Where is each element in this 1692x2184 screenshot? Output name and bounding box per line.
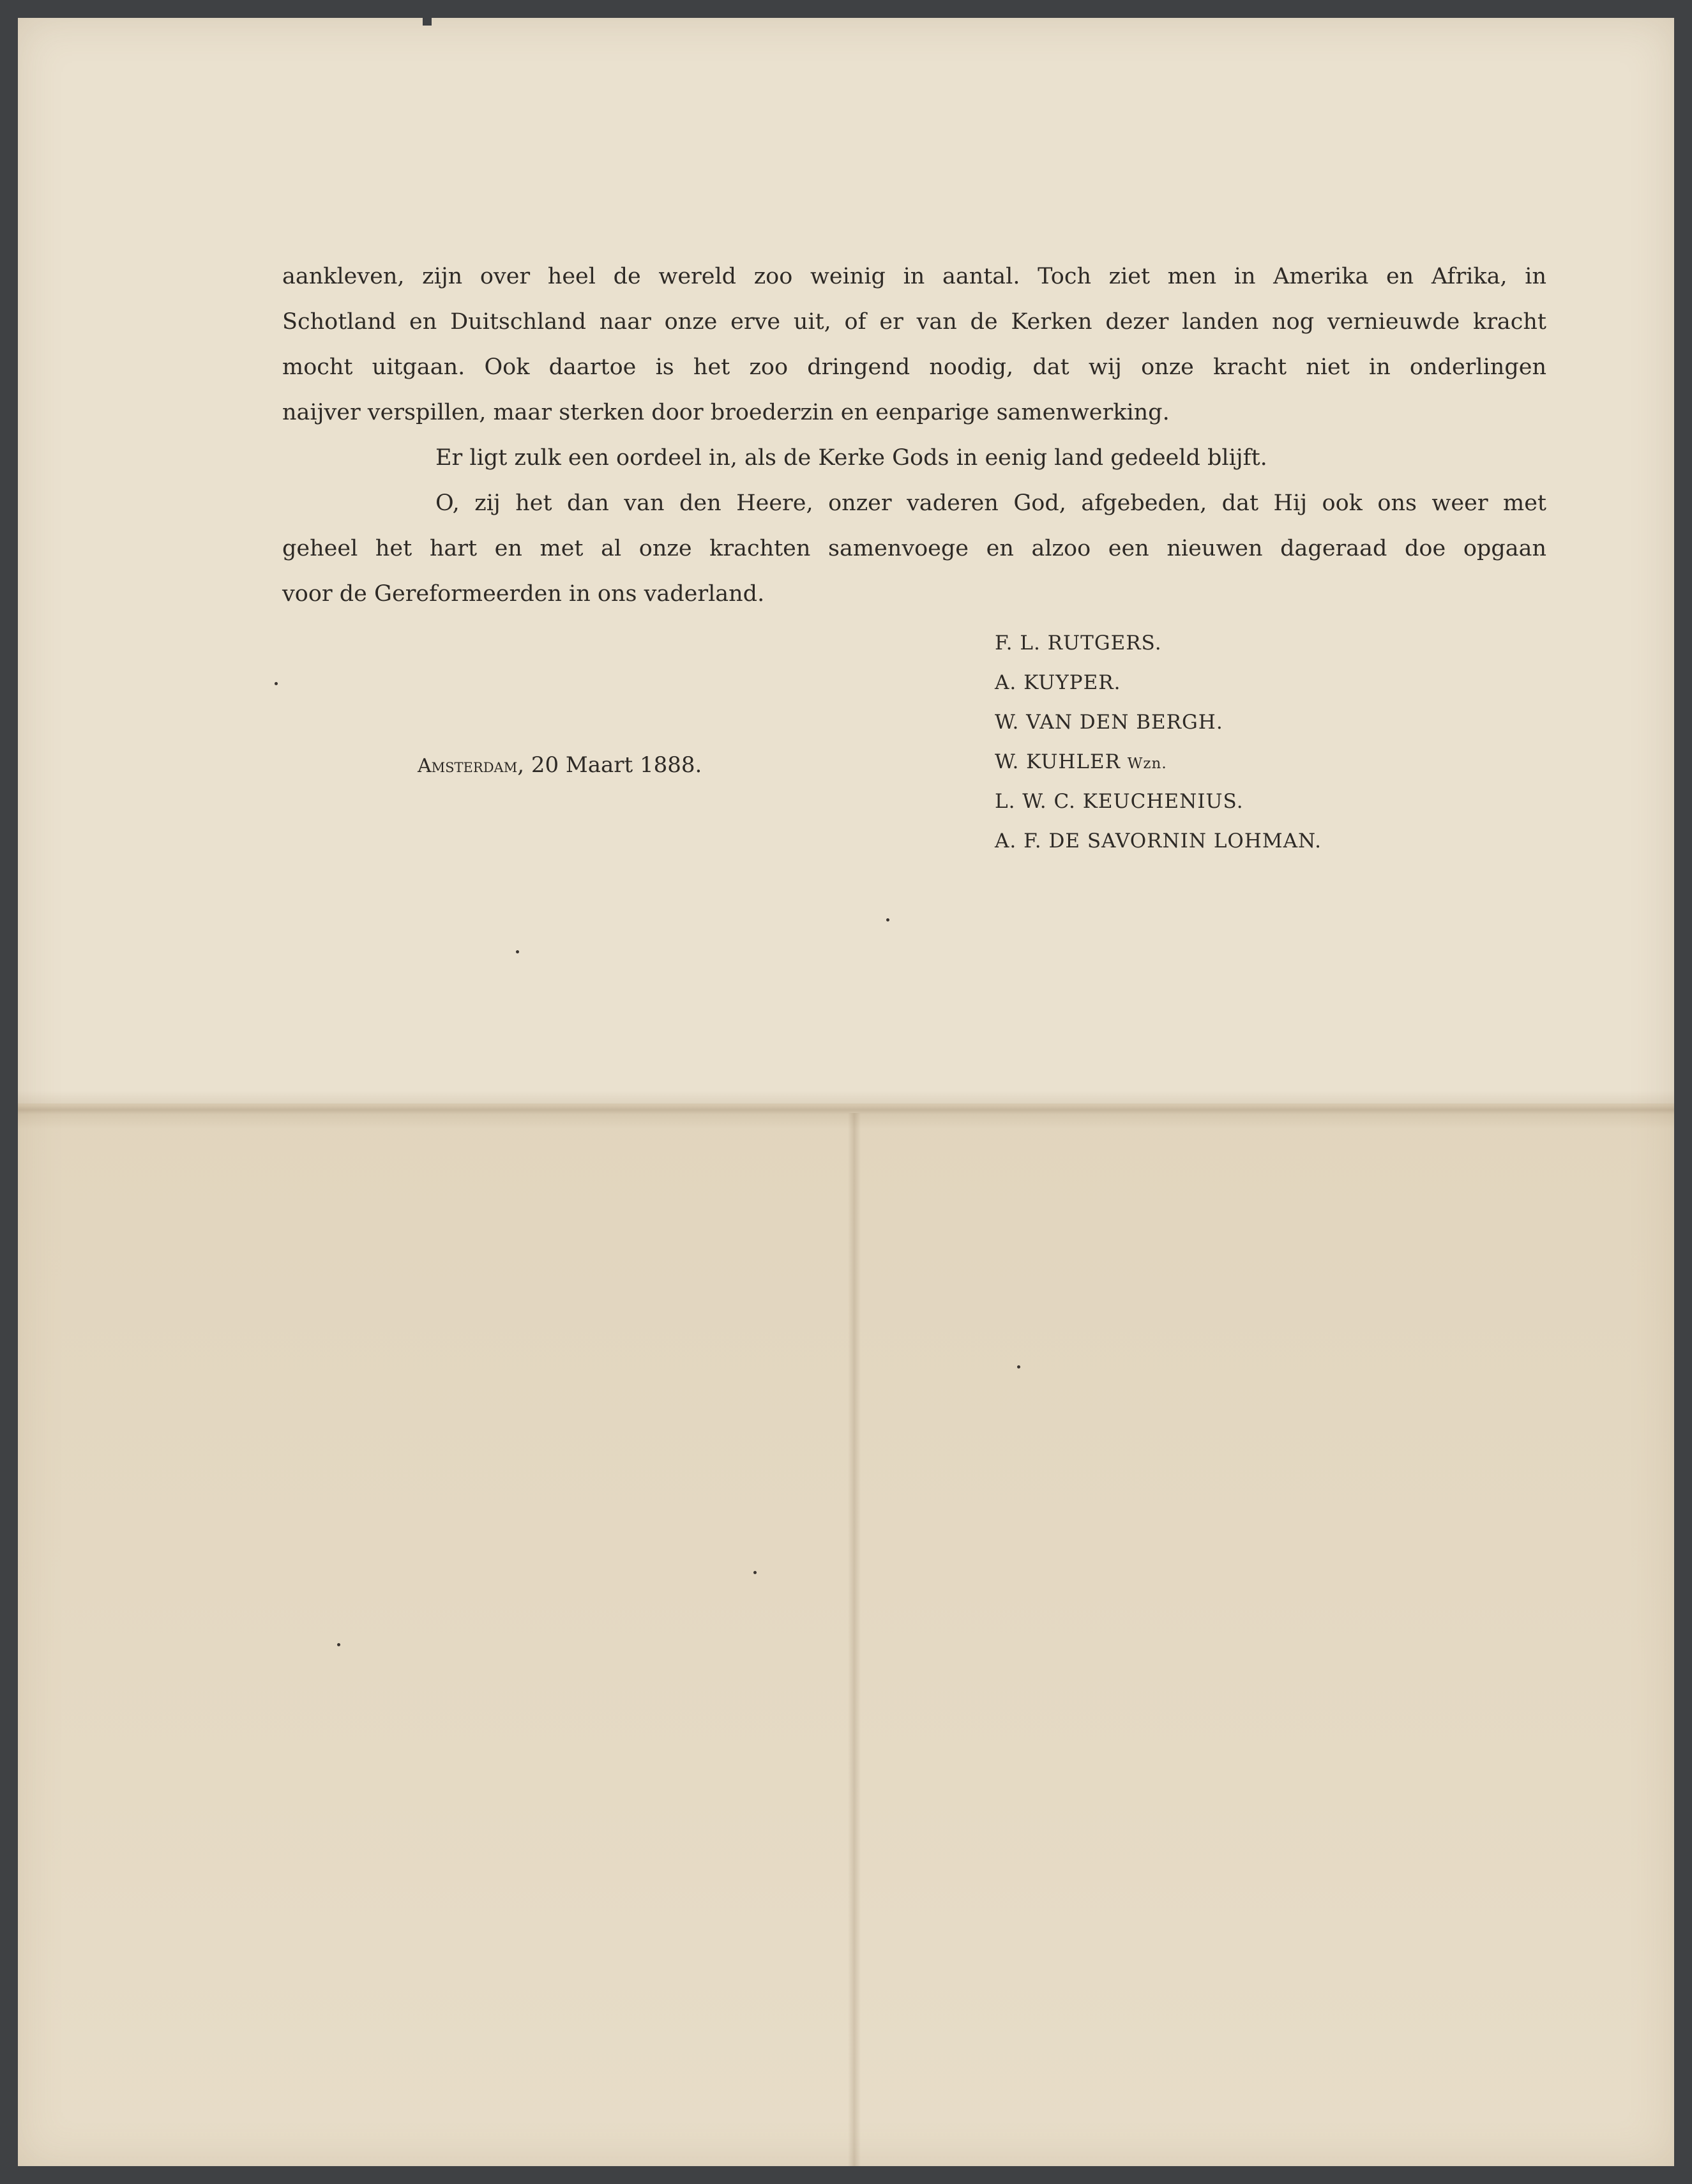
signatory: L. W. C. KEUCHENIUS.: [995, 790, 1244, 813]
text-line: aankleven, zijn over heel de wereld zoo weinig in aantal. Toch ziet men in Amerika en Afrika, in: [282, 264, 1546, 289]
text-line: Er ligt zulk een oordeel in, als de Kerke Gods in eenig land gedeeld blijft.: [435, 445, 1267, 471]
paper-speck: [1017, 1365, 1020, 1369]
vertical-fold-line: [848, 1113, 861, 2166]
signatory-suffix: Wzn.: [1127, 755, 1167, 772]
text-line: voor de Gereformeerden in ons vaderland.: [282, 581, 765, 607]
signatory: A. KUYPER.: [995, 671, 1121, 694]
text-line: naijver verspillen, maar sterken door broederzin en eenparige samenwerking.: [282, 400, 1170, 425]
edge-notch: [423, 17, 432, 26]
text-line: mocht uitgaan. Ook daartoe is het zoo dringend noodig, dat wij onze kracht niet in onderlingen: [282, 354, 1546, 380]
text-line: geheel het hart en met al onze krachten samenvoege en alzoo een nieuwen dageraad doe opgaan: [282, 536, 1546, 561]
paper-speck: [886, 918, 889, 921]
paper-speck: [516, 950, 519, 953]
signatories-list: [995, 623, 1544, 861]
signatory-name: W. KUHLER: [995, 750, 1121, 773]
document-page: [18, 18, 1674, 2166]
signatory: F. L. RUTGERS.: [995, 632, 1162, 655]
text-line: O, zij het dan van den Heere, onzer vaderen God, afgebeden, dat Hij ook ons weer met: [435, 490, 1546, 516]
letter-body: [282, 254, 1546, 617]
date-text: , 20 Maart 1888.: [517, 752, 702, 778]
lower-half-shading: [18, 1103, 1674, 2166]
text-line: Schotland en Duitschland naar onze erve uit, of er van de Kerken dezer landen nog vernieuwde kracht: [282, 309, 1546, 335]
paper-speck: [337, 1643, 340, 1646]
place-name: Amsterdam: [418, 755, 518, 777]
place-and-date: [418, 752, 702, 778]
signatory: W. VAN DEN BERGH.: [995, 711, 1223, 734]
paper-speck: [275, 682, 278, 685]
signatory: A. F. DE SAVORNIN LOHMAN.: [995, 830, 1322, 853]
horizontal-fold-line: [18, 1091, 1674, 1129]
signatory-kuhler: [995, 742, 1544, 782]
paper-speck: [753, 1571, 757, 1574]
